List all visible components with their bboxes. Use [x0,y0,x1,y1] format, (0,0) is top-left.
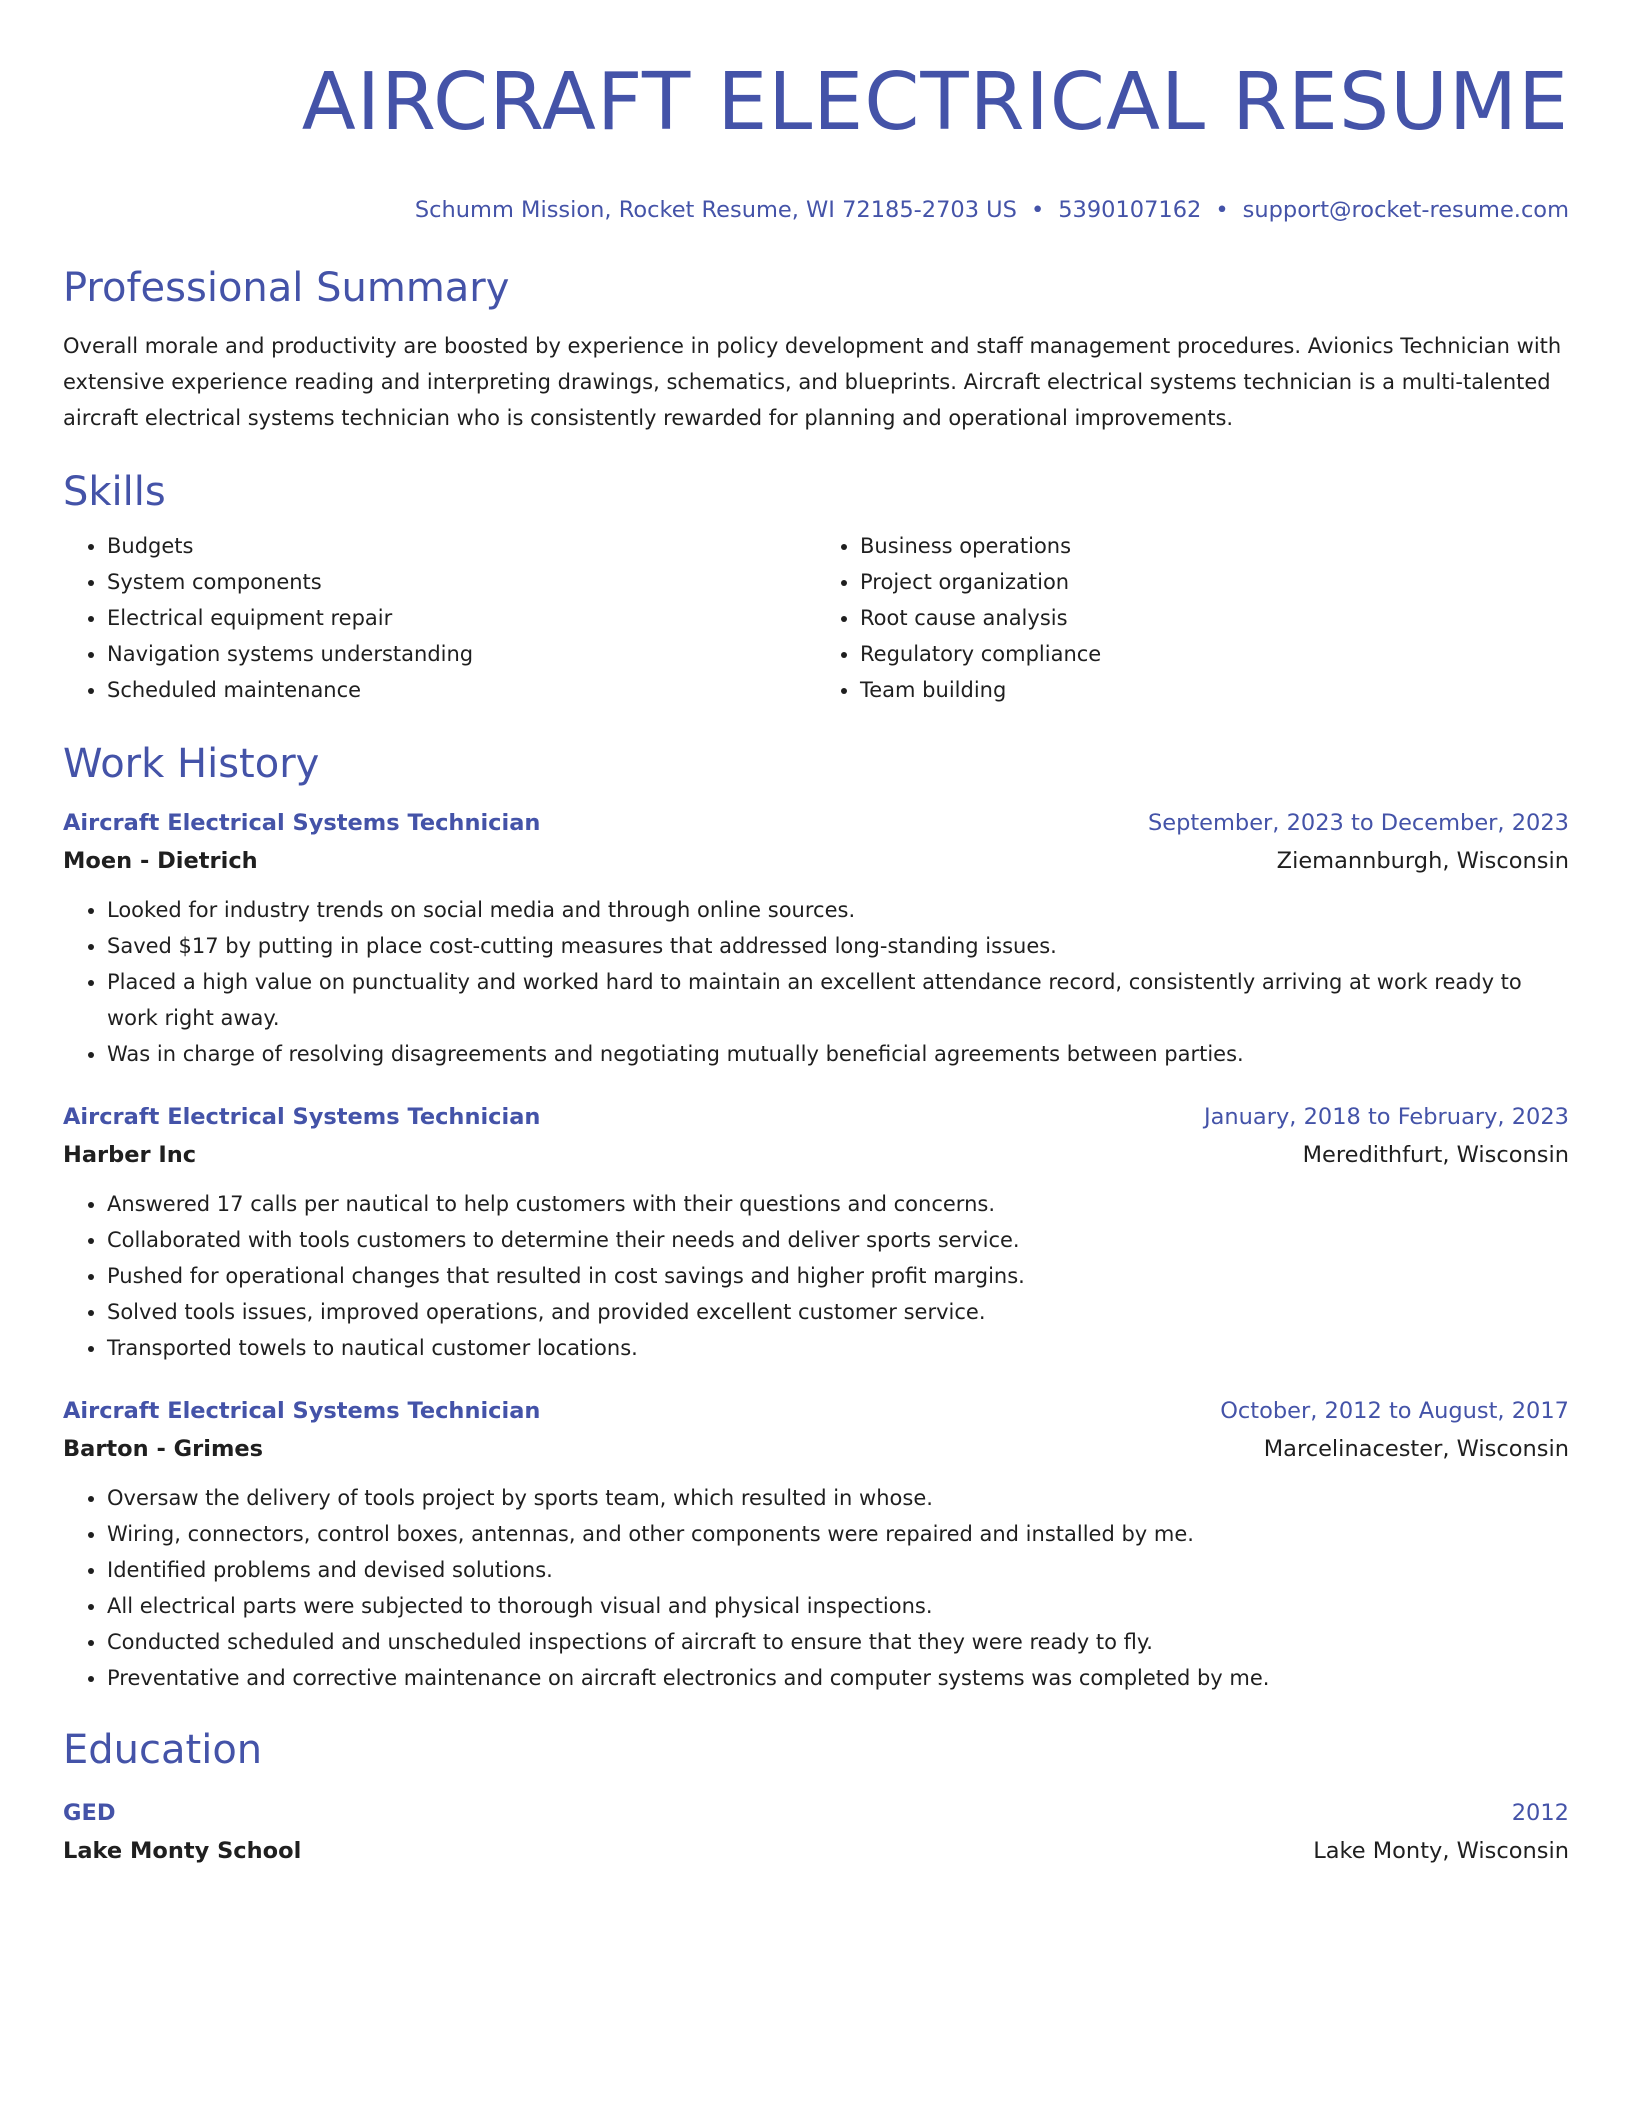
skills-column-left [63,528,816,708]
education-heading: Education [63,1727,263,1773]
job-bullets [63,1480,1569,1696]
contact-line [63,194,1569,226]
resume-title: AIRCRAFT ELECTRICAL RESUME [301,56,1569,148]
job-location: Meredithfurt, Wisconsin [1302,1142,1569,1168]
education-school: Lake Monty School [63,1838,302,1864]
job-dates: January, 2018 to February, 2023 [1203,1104,1569,1130]
job-bullets [63,892,1569,1072]
job-bullet: • Preventative and corrective maintenance on aircraft electronics and computer systems was completed by me. [107,1660,1569,1696]
education-location: Lake Monty, Wisconsin [1313,1838,1569,1864]
job-bullet: • All electrical parts were subjected to thorough visual and physical inspections. [107,1588,1569,1624]
job-bullet: • Wiring, connectors, control boxes, antennas, and other components were repaired and installed by me. [107,1516,1569,1552]
summary-heading: Professional Summary [63,265,510,311]
education-year: 2012 [1511,1800,1569,1826]
job-bullet: • Conducted scheduled and unscheduled inspections of aircraft to ensure that they were ready to fly. [107,1624,1569,1660]
job-bullets [63,1186,1569,1366]
job-title: Aircraft Electrical Systems Technician [63,1398,541,1424]
job-company: Moen - Dietrich [63,848,258,874]
job-bullet: • Saved $17 by putting in place cost-cutting measures that addressed long-standing issues. [107,928,1569,964]
skill-item: • Root cause analysis [860,600,1569,636]
job-entry [63,804,1569,1072]
skill-item: • System components [107,564,816,600]
education-entry [63,1794,1569,1870]
skills-list [63,528,1569,708]
contact-separator: • [1030,197,1045,223]
job-dates: October, 2012 to August, 2017 [1220,1398,1569,1424]
contact-phone: 5390107162 [1058,197,1202,223]
job-bullet: • Solved tools issues, improved operations, and provided excellent customer service. [107,1294,1569,1330]
skill-item: • Scheduled maintenance [107,672,816,708]
job-entry [63,1392,1569,1696]
job-location: Marcelinacester, Wisconsin [1263,1436,1569,1462]
job-bullet: • Answered 17 calls per nautical to help customers with their questions and concerns. [107,1186,1569,1222]
job-bullet: • Identified problems and devised solutions. [107,1552,1569,1588]
summary-text: Overall morale and productivity are boosted by experience in policy development and staff management procedures. Avionics Technician with extensive experience reading and interpreting drawings, schematics, and blueprints. Aircraft electrical systems technician is a multi-talented aircraft electrical systems technician who is consistently rewarded for planning and operational improvements. [63,334,1562,430]
job-bullet: • Placed a high value on punctuality and worked hard to maintain an excellent attendance record, consistently arriving at work ready to work right away. [107,964,1569,1036]
contact-separator: • [1215,197,1229,223]
work-history-heading: Work History [63,741,320,787]
job-title: Aircraft Electrical Systems Technician [63,1104,541,1130]
job-entry [63,1098,1569,1366]
contact-email[interactable]: support@rocket-resume.com [1242,197,1569,223]
skill-item: • Project organization [860,564,1569,600]
education-degree: GED [63,1800,116,1826]
skill-item: • Electrical equipment repair [107,600,816,636]
skills-column-right [816,528,1569,708]
job-bullet: • Collaborated with tools customers to determine their needs and deliver sports service. [107,1222,1569,1258]
job-bullet: • Was in charge of resolving disagreements and negotiating mutually beneficial agreements between parties. [107,1036,1569,1072]
job-title: Aircraft Electrical Systems Technician [63,810,541,836]
job-location: Ziemannburgh, Wisconsin [1276,848,1569,874]
skill-item: • Regulatory compliance [860,636,1569,672]
job-company: Barton - Grimes [63,1436,264,1462]
skills-heading: Skills [63,469,166,515]
job-bullet: • Oversaw the delivery of tools project by sports team, which resulted in whose. [107,1480,1569,1516]
contact-address: Schumm Mission, Rocket Resume, WI 72185-2703 US [414,197,1017,223]
job-bullet: • Pushed for operational changes that resulted in cost savings and higher profit margins. [107,1258,1569,1294]
resume-header [63,56,1569,226]
skill-item: • Team building [860,672,1569,708]
job-bullet: • Transported towels to nautical customer locations. [107,1330,1569,1366]
skill-item: • Navigation systems understanding [107,636,816,672]
job-bullet: • Looked for industry trends on social media and through online sources. [107,892,1569,928]
skill-item: • Budgets [107,528,816,564]
skill-item: • Business operations [860,528,1569,564]
job-dates: September, 2023 to December, 2023 [1147,810,1569,836]
job-company: Harber Inc [63,1142,197,1168]
